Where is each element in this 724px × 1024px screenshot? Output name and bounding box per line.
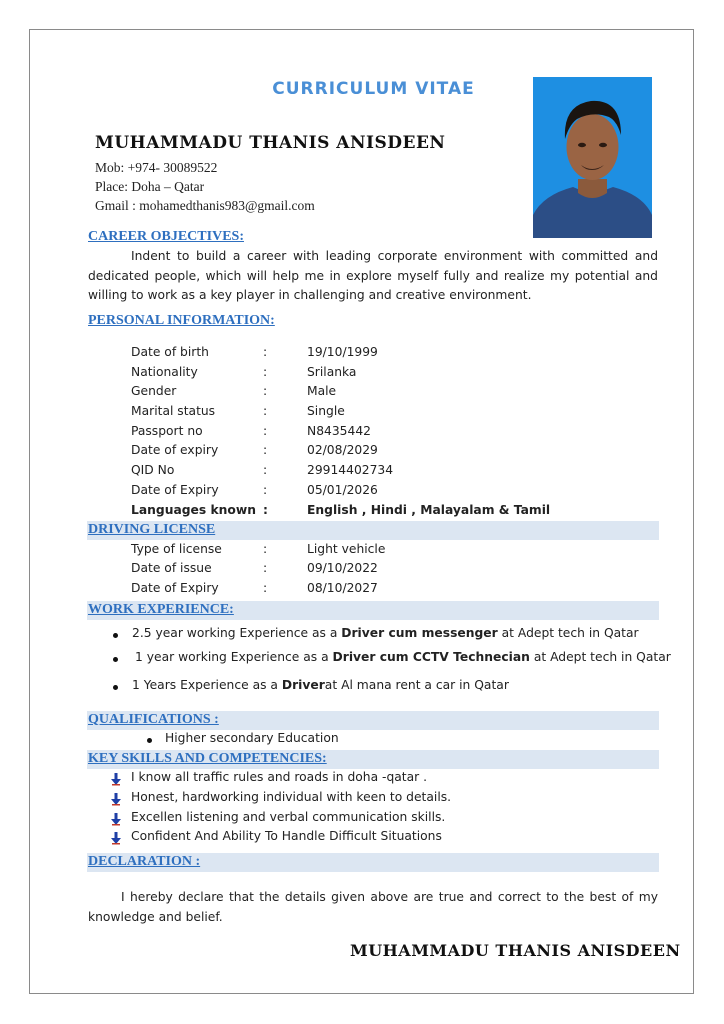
driving-row-colon: :: [263, 581, 268, 595]
driving-row-colon: :: [263, 561, 268, 575]
qualification-item: Higher secondary Education: [165, 731, 339, 745]
personal-row-colon: :: [263, 483, 268, 497]
bullet-dot-icon: [147, 738, 152, 743]
person-portrait-icon: [533, 77, 652, 238]
arrow-bullet-icon: [109, 771, 123, 785]
work-experience-heading: WORK EXPERIENCE:: [88, 602, 234, 617]
work-role-prefix: 1 year working Experience as a: [135, 650, 333, 664]
declaration-text: I hereby declare that the details given above are true and correct to the best of my knowledge and belief.: [88, 890, 658, 924]
applicant-name: MUHAMMADU THANIS ANISDEEN: [95, 133, 446, 153]
driving-row-value: 08/10/2027: [307, 581, 378, 595]
personal-row-label: Languages known: [131, 503, 256, 517]
personal-row-label: Gender: [131, 384, 177, 398]
driving-row-value: 09/10/2022: [307, 561, 378, 575]
work-experience-item: [132, 626, 639, 640]
personal-row-colon: :: [263, 365, 268, 379]
work-role-prefix: 2.5 year working Experience as a: [132, 626, 342, 640]
personal-row-label: Passport no: [131, 424, 203, 438]
work-role-company: at Al mana rent a car in Qatar: [324, 678, 509, 692]
skill-item: Honest, hardworking individual with keen to details.: [131, 790, 452, 804]
personal-row-colon: :: [263, 404, 268, 418]
place: Place: Doha – Qatar: [95, 179, 205, 194]
personal-row-value: N8435442: [307, 424, 371, 438]
personal-row-colon: :: [263, 345, 268, 359]
personal-row-value: 29914402734: [307, 463, 394, 477]
personal-row-value: English , Hindi , Malayalam & Tamil: [307, 503, 551, 517]
personal-row-colon: :: [263, 443, 268, 457]
work-experience-item: [135, 650, 671, 664]
bullet-dot-icon: [113, 657, 118, 662]
personal-information-heading: PERSONAL INFORMATION:: [88, 313, 275, 328]
work-role-prefix: 1 Years Experience as a: [132, 678, 282, 692]
work-role-company: at Adept tech in Qatar: [529, 650, 671, 664]
arrow-bullet-icon: [109, 791, 123, 805]
bullet-dot-icon: [113, 633, 118, 638]
personal-row-label: QID No: [131, 463, 175, 477]
career-objectives-heading: CAREER OBJECTIVES:: [88, 229, 244, 244]
personal-row-value: 19/10/1999: [307, 345, 378, 359]
qualifications-heading: QUALIFICATIONS :: [88, 712, 219, 727]
driving-row-label: Date of Expiry: [131, 581, 219, 595]
personal-row-value: Single: [307, 404, 345, 418]
arrow-bullet-icon: [109, 811, 123, 825]
personal-row-colon: :: [263, 384, 268, 398]
career-objectives-text: Indent to build a career with leading corporate environment with committed and dedicated people, which will help me in explore myself fully and realize my potential and willing to work as a key player in challenging and creative environment.: [88, 249, 658, 302]
work-role-title: Driver: [281, 678, 325, 692]
skill-item: Excellen listening and verbal communication skills.: [131, 810, 446, 824]
arrow-bullet-icon: [109, 830, 123, 844]
work-role-company: at Adept tech in Qatar: [497, 626, 639, 640]
driving-row-value: Light vehicle: [307, 542, 386, 556]
profile-photo: [533, 77, 652, 238]
personal-row-value: Male: [307, 384, 337, 398]
driving-row-label: Type of license: [131, 542, 222, 556]
personal-row-value: 02/08/2029: [307, 443, 378, 457]
personal-row-value: Srilanka: [307, 365, 357, 379]
skill-item: Confident And Ability To Handle Difficult Situations: [131, 829, 442, 843]
key-skills-heading: KEY SKILLS AND COMPETENCIES:: [88, 751, 327, 766]
work-role-title: Driver cum messenger: [341, 626, 498, 640]
driving-license-heading: DRIVING LICENSE: [88, 522, 216, 537]
email: Gmail : mohamedthanis983@gmail.com: [95, 198, 315, 213]
skill-item: I know all traffic rules and roads in doha -qatar .: [131, 770, 428, 784]
mobile-number: Mob: +974- 30089522: [95, 160, 218, 175]
personal-row-label: Date of birth: [131, 345, 209, 359]
personal-row-value: 05/01/2026: [307, 483, 378, 497]
work-role-title: Driver cum CCTV Technecian: [332, 650, 530, 664]
bullet-dot-icon: [113, 685, 118, 690]
personal-row-label: Marital status: [131, 404, 216, 418]
driving-row-label: Date of issue: [131, 561, 212, 575]
personal-row-colon: :: [263, 463, 268, 477]
work-experience-item: [132, 678, 509, 692]
driving-row-colon: :: [263, 542, 268, 556]
personal-row-label: Date of Expiry: [131, 483, 219, 497]
cv-title: CURRICULUM VITAE: [272, 79, 475, 99]
personal-row-label: Nationality: [131, 365, 198, 379]
personal-row-colon: :: [263, 503, 268, 517]
declaration-heading: DECLARATION :: [88, 854, 201, 869]
personal-row-label: Date of expiry: [131, 443, 219, 457]
personal-row-colon: :: [263, 424, 268, 438]
signature-name: MUHAMMADU THANIS ANISDEEN: [350, 941, 681, 960]
